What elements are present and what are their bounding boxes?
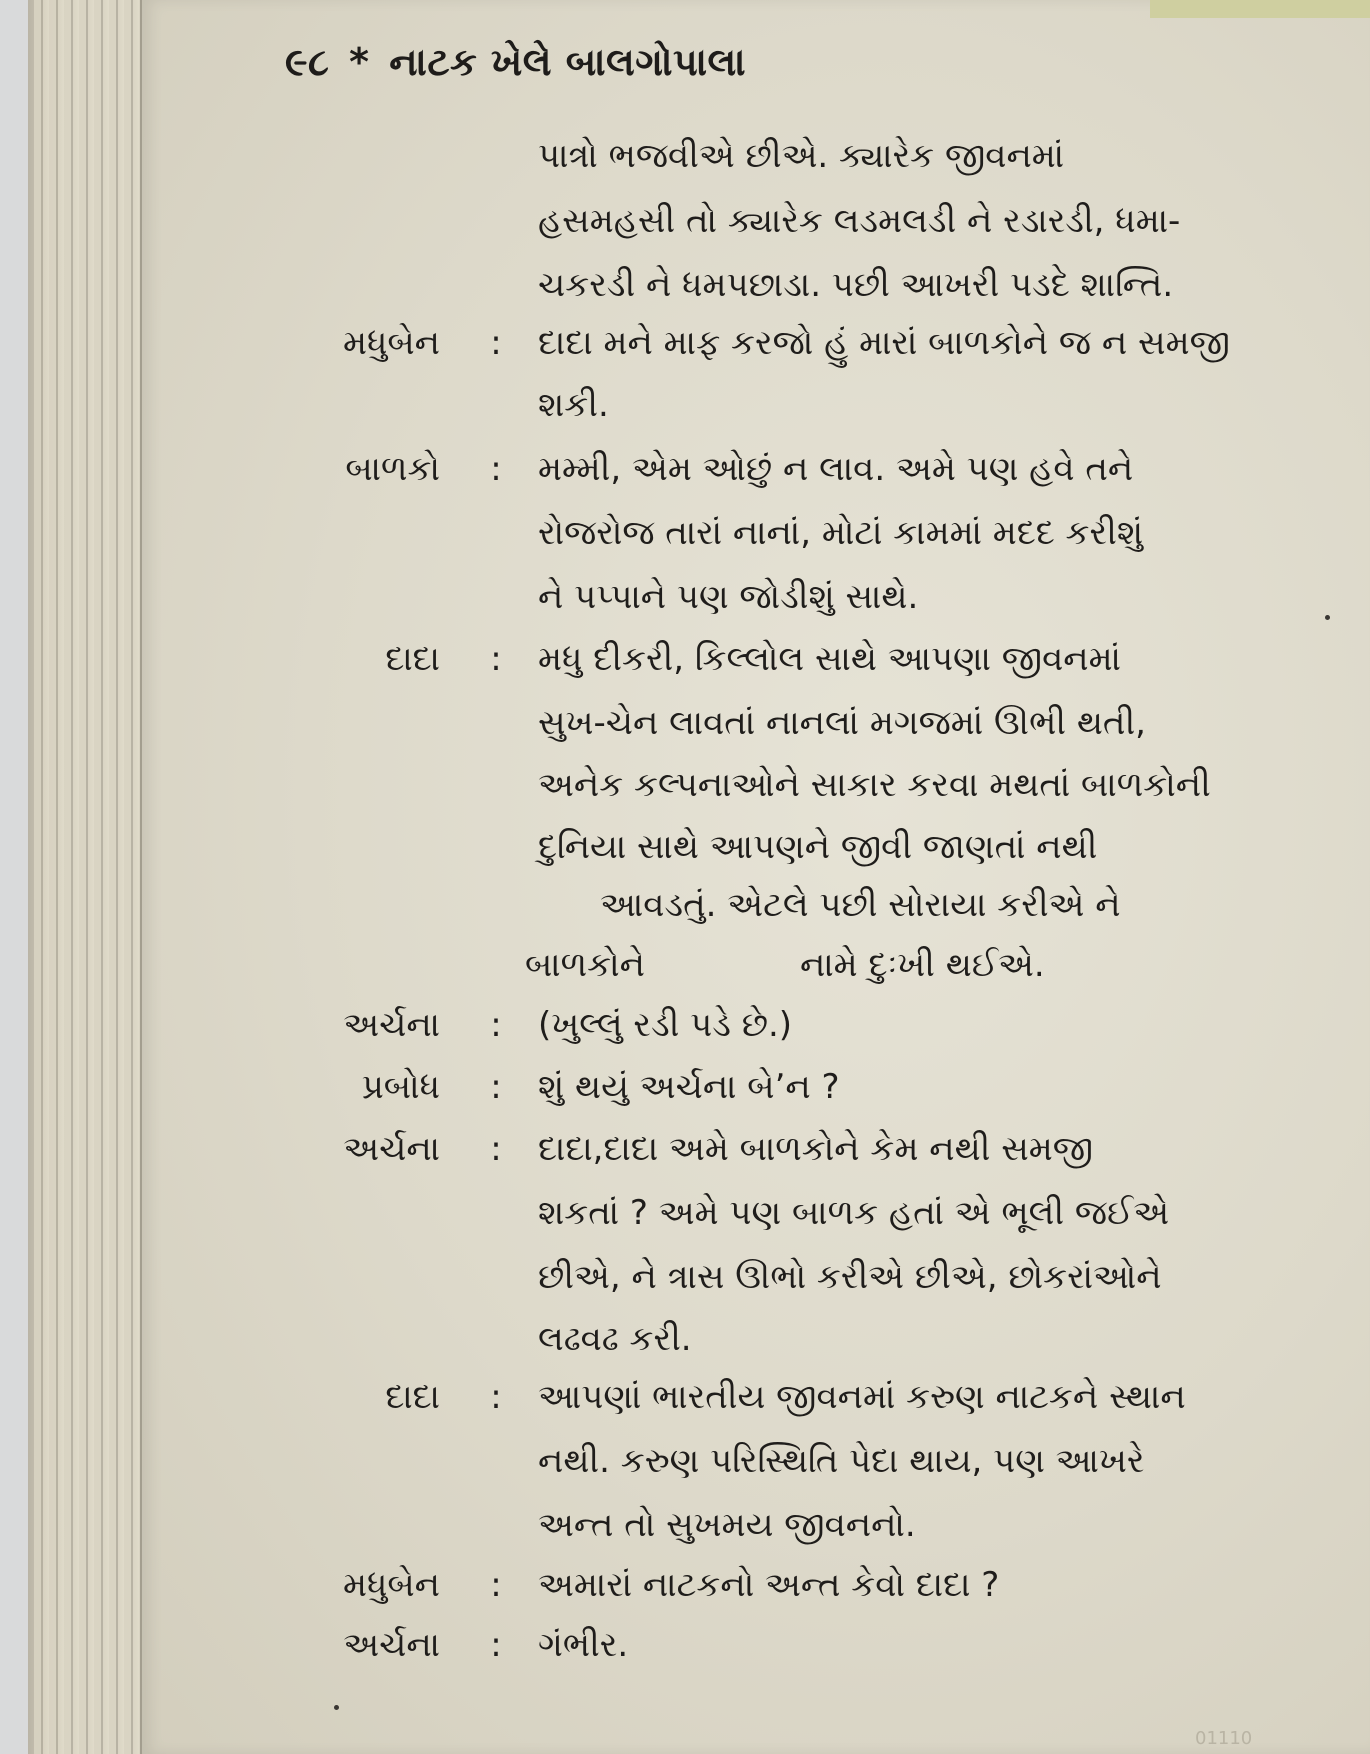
dialogue-line: (ખુલ્લું રડી પડે છે.) xyxy=(538,1005,793,1045)
dialogue-line: દાદા મને માફ કરજો હું મારાં બાળકોને જ ન સમજી xyxy=(538,323,1230,363)
speaker-colon: : xyxy=(490,639,502,679)
speaker-name: મધુબેન xyxy=(342,323,440,363)
dialogue-line: રોજરોજ તારાં નાનાં, મોટાં કામમાં મદદ કરીશું xyxy=(538,513,1144,553)
speaker-name: દાદા xyxy=(385,1377,440,1417)
speaker-name: અર્ચના xyxy=(343,1625,440,1665)
faint-page-mark: 01110 xyxy=(1195,1728,1253,1749)
speaker-name: અર્ચના xyxy=(343,1129,440,1169)
dialogue-line: અન્ત તો સુખમય જીવનનો. xyxy=(538,1505,916,1545)
dialogue-line: અનેક કલ્પનાઓને સાકાર કરવા મથતાં બાળકોની xyxy=(538,765,1211,805)
dialogue-line: મમ્મી, એમ ઓછું ન લાવ. અમે પણ હવે તને xyxy=(538,449,1134,489)
dialogue-line: લઢવઢ કરી. xyxy=(538,1319,692,1359)
speaker-colon: : xyxy=(490,1005,502,1045)
speaker-colon: : xyxy=(490,1565,502,1605)
dialogue-line: સુખ-ચેન લાવતાં નાનલાં મગજમાં ઊભી થતી, xyxy=(538,703,1146,743)
speaker-name: દાદા xyxy=(385,639,440,679)
dialogue-line: દુનિયા સાથે આપણને જીવી જાણતાં નથી xyxy=(538,827,1098,867)
dialogue-line: ગંભીર. xyxy=(538,1625,629,1665)
speaker-colon: : xyxy=(490,449,502,489)
speaker-name: પ્રબોધ xyxy=(361,1067,440,1107)
speaker-name: મધુબેન xyxy=(342,1565,440,1605)
intro-line: હસમહસી તો ક્યારેક લડમલડી ને રડારડી, ધમા- xyxy=(538,201,1181,241)
speaker-colon: : xyxy=(490,1377,502,1417)
dialogue-line: શકતાં ? અમે પણ બાળક હતાં એ ભૂલી જઈએ xyxy=(538,1193,1170,1233)
intro-line: ચકરડી ને ધમપછાડા. પછી આખરી પડદે શાન્તિ. xyxy=(538,265,1174,305)
header-separator: * xyxy=(349,40,370,84)
speaker-colon: : xyxy=(490,1625,502,1665)
dialogue-line: મધુ દીકરી, કિલ્લોલ સાથે આપણા જીવનમાં xyxy=(538,639,1121,679)
dialogue-line: શકી. xyxy=(538,385,609,425)
speaker-colon: : xyxy=(490,1129,502,1169)
dialogue-line: આવડતું. એટલે પછી સોરાયા કરીએ ને xyxy=(600,885,1121,925)
ink-speck xyxy=(1325,615,1330,620)
dialogue-line: નથી. કરુણ પરિસ્થિતિ પેદા થાય, પણ આખરે xyxy=(538,1441,1145,1481)
speaker-name: બાળકો xyxy=(345,449,440,489)
page-number: ૯૮ xyxy=(285,40,330,84)
speaker-name: અર્ચના xyxy=(343,1005,440,1045)
speaker-colon: : xyxy=(490,323,502,363)
dialogue-line: બાળકોને xyxy=(525,945,645,985)
dialogue-line: દાદા,દાદા અમે બાળકોને કેમ નથી સમજી xyxy=(538,1129,1094,1169)
dialogue-line: છીએ, ને ત્રાસ ઊભો કરીએ છીએ, છોકરાંઓને xyxy=(538,1257,1162,1297)
speaker-colon: : xyxy=(490,1067,502,1107)
dialogue-line: શું થયું અર્ચના બે’ન ? xyxy=(538,1067,840,1107)
dialogue-line: અમારાં નાટકનો અન્ત કેવો દાદા ? xyxy=(538,1565,1000,1605)
dialogue-line: આપણાં ભારતીય જીવનમાં કરુણ નાટકને સ્થાન xyxy=(538,1377,1186,1417)
intro-line: પાત્રો ભજવીએ છીએ. ક્યારેક જીવનમાં xyxy=(538,136,1065,176)
dialogue-line: નામે દુઃખી થઈએ. xyxy=(800,945,1045,985)
dialogue-line: ને પપ્પાને પણ જોડીશું સાથે. xyxy=(538,577,919,617)
ink-speck xyxy=(334,1705,339,1710)
book-title: નાટક ખેલે બાલગોપાલા xyxy=(389,40,747,84)
